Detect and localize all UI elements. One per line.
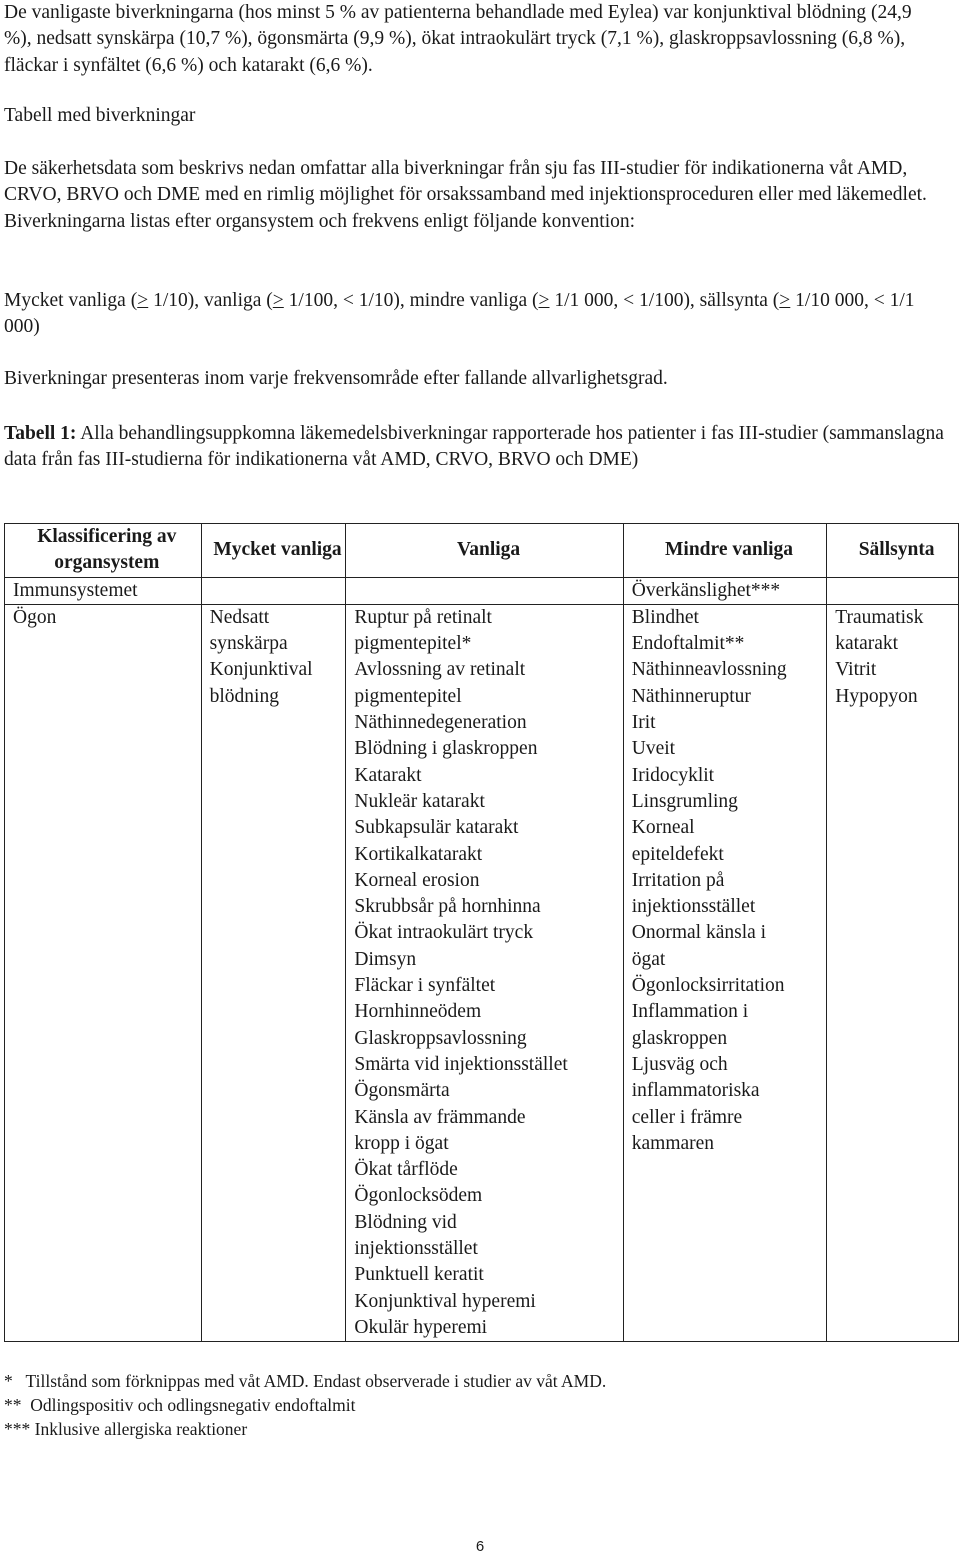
footnote-1: * Tillstånd som förknippas med våt AMD. Endast observerade i studier av våt AMD. xyxy=(4,1371,607,1391)
reaction-term: pigmentepitel xyxy=(354,685,462,707)
reaction-term: Blödning i glaskroppen xyxy=(354,738,538,760)
reaction-term: kammaren xyxy=(631,1132,715,1154)
footnote-2: ** Odlingspositiv och odlingsnegativ endoftalmit xyxy=(4,1395,356,1415)
reaction-term: Okulär hyperemi xyxy=(354,1316,488,1338)
reaction-term: Korneal xyxy=(631,817,695,839)
reaction-term: Irit xyxy=(631,712,656,734)
header-organ-class: Klassificering av organsystem xyxy=(5,524,202,578)
header-common: Vanliga xyxy=(346,524,623,578)
freq-text-1: Mycket vanliga ( xyxy=(4,290,138,311)
reaction-term: Iridocyklit xyxy=(631,764,715,786)
cell-empty xyxy=(201,577,346,604)
header-rare: Sällsynta xyxy=(827,524,959,578)
immune-uncommon: Överkänslighet*** xyxy=(623,577,827,604)
reaction-term: Hypopyon xyxy=(835,685,918,707)
reaction-term: Fläckar i synfältet xyxy=(354,975,496,997)
reaction-term: Ögonsmärta xyxy=(354,1080,450,1102)
reaction-term: Glaskroppsavlossning xyxy=(354,1027,527,1049)
ge-symbol: > xyxy=(272,290,284,311)
reaction-term: Ruptur på retinalt xyxy=(354,606,492,628)
reaction-term: Inflammation i xyxy=(631,1001,749,1023)
section-heading: Tabell med biverkningar xyxy=(4,105,196,126)
reaction-term: pigmentepitel* xyxy=(354,633,472,655)
scope-text: De säkerhetsdata som beskrivs nedan omfattar alla biverkningar från sju fas III-studier för indikationerna våt AMD, CRVO, BRVO och DME med en rimlig möjlighet för orsakssamband med injektionsproceduren eller med läkemedlet. xyxy=(4,158,927,206)
ge-symbol: > xyxy=(538,290,550,311)
reaction-term: Ökat tårflöde xyxy=(354,1159,458,1181)
reaction-term: Blödning vid xyxy=(354,1211,457,1233)
reaction-term: injektionsstället xyxy=(354,1238,478,1260)
eye-common xyxy=(346,604,623,1341)
reaction-term: Konjunktival hyperemi xyxy=(354,1290,536,1312)
ge-symbol: > xyxy=(137,290,149,311)
reaction-term: Punktuell keratit xyxy=(354,1264,484,1286)
cell-empty xyxy=(346,577,623,604)
reaction-term: Kortikalkatarakt xyxy=(354,843,483,865)
reaction-term: kropp i ögat xyxy=(354,1132,449,1154)
reaction-term: Blindhet xyxy=(631,606,699,628)
reaction-term: Nedsatt xyxy=(209,606,270,628)
reaction-term: Ögonlocksirritation xyxy=(631,975,785,997)
reaction-term: celler i främre xyxy=(631,1106,743,1128)
reaction-term: Konjunktival xyxy=(209,659,313,681)
reaction-term: Avlossning av retinalt xyxy=(354,659,526,681)
reaction-term: Hornhinneödem xyxy=(354,1001,482,1023)
reaction-term: Ljusväg och xyxy=(631,1053,728,1075)
reaction-term: inflammatoriska xyxy=(631,1080,760,1102)
reaction-term: Näthinnedegeneration xyxy=(354,712,527,734)
reaction-term: Ögonlocksödem xyxy=(354,1185,483,1207)
severity-paragraph: Biverkningar presenteras inom varje frekvensområde efter fallande allvarlighetsgrad. xyxy=(4,368,668,389)
freq-text-2: 1/10), vanliga ( xyxy=(148,290,273,311)
intro-paragraph: De vanligaste biverkningarna (hos minst 5 % av patienterna behandlade med Eylea) var konjunktival blödning (24,9 %), nedsatt synskärpa (10,7 %), ögonsmärta (9,9 %), ökat intraokulärt tryck (7,1 %), glaskroppsavlossning (6,8 %), fläckar i synfältet (6,6 %) och katarakt (6,6 %). xyxy=(4,2,912,76)
page-number: 6 xyxy=(475,1538,485,1555)
reaction-term: Endoftalmit** xyxy=(631,633,745,655)
freq-text-5: 1/10 000, < 1/1 000) xyxy=(4,290,915,338)
reaction-term: Traumatisk xyxy=(835,606,924,628)
scope-paragraph xyxy=(4,156,949,235)
reaction-term: Ökat intraokulärt tryck xyxy=(354,922,534,944)
header-very-common: Mycket vanliga xyxy=(201,524,346,578)
footnote-3: *** Inklusive allergiska reaktioner xyxy=(4,1419,248,1439)
reaction-term: Näthinneavlossning xyxy=(631,659,787,681)
reaction-term: Nukleär katarakt xyxy=(354,790,485,812)
organ-eye: Ögon xyxy=(5,604,202,1341)
freq-text-3: 1/100, < 1/10), mindre vanliga ( xyxy=(283,290,539,311)
convention-intro: Biverkningarna listas efter organsystem och frekvens enligt följande konvention: xyxy=(4,210,636,232)
ge-symbol: > xyxy=(779,290,791,311)
reaction-term: katarakt xyxy=(835,633,899,655)
footnotes xyxy=(4,1369,944,1441)
eye-uncommon xyxy=(623,604,827,1341)
eye-rare xyxy=(827,604,959,1341)
reaction-term: Skrubbsår på hornhinna xyxy=(354,896,541,918)
reaction-term: Irritation på xyxy=(631,869,725,891)
reaction-term: Katarakt xyxy=(354,764,422,786)
reaction-term: Näthinneruptur xyxy=(631,685,751,707)
reaction-term: Linsgrumling xyxy=(631,790,738,812)
table-row-immune xyxy=(5,577,959,604)
reaction-term: blödning xyxy=(209,685,279,707)
table-caption-label: Tabell 1: xyxy=(4,423,77,444)
reaction-term: Vitrit xyxy=(835,659,877,681)
reaction-term: Korneal erosion xyxy=(354,869,480,891)
reaction-term: Smärta vid injektionsstället xyxy=(354,1053,568,1075)
reaction-term: Uveit xyxy=(631,738,676,760)
header-uncommon: Mindre vanliga xyxy=(623,524,827,578)
table-row-eye xyxy=(5,604,959,1341)
organ-immune: Immunsystemet xyxy=(5,577,202,604)
reaction-term: ögat xyxy=(631,948,666,970)
reaction-term: Subkapsulär katarakt xyxy=(354,817,519,839)
adverse-reactions-table xyxy=(4,523,959,1342)
reaction-term: glaskroppen xyxy=(631,1027,728,1049)
reaction-term: injektionsstället xyxy=(631,896,756,918)
reaction-term: epiteldefekt xyxy=(631,843,724,865)
table-caption xyxy=(4,421,949,474)
reaction-term: synskärpa xyxy=(209,633,288,655)
freq-text-4: 1/1 000, < 1/100), sällsynta ( xyxy=(549,290,780,311)
table-header-row xyxy=(5,524,959,578)
cell-empty xyxy=(827,577,959,604)
table-caption-text: Alla behandlingsuppkomna läkemedelsbiverkningar rapporterade hos patienter i fas III-studier (sammanslagna data från fas III-studierna för indikationerna våt AMD, CRVO, BRVO och DME) xyxy=(4,423,944,471)
frequency-convention xyxy=(4,288,949,341)
reaction-term: Dimsyn xyxy=(354,948,417,970)
reaction-term: Onormal känsla i xyxy=(631,922,767,944)
eye-very-common xyxy=(201,604,346,1341)
reaction-term: Känsla av främmande xyxy=(354,1106,526,1128)
